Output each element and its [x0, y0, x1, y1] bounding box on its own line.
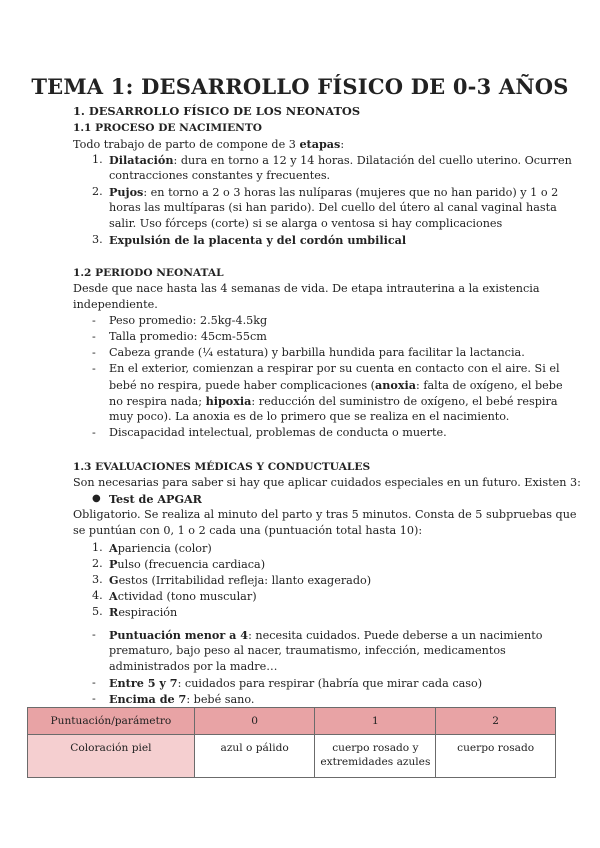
- list-number: 4.: [92, 589, 103, 602]
- list-item-dilatacion: Dilatación: dura en torno a 12 y 14 horas. Dilatación del cuello uterino. Ocurren: [109, 153, 572, 167]
- apgar-item-gestos: Gestos (Irritabilidad refleja: llanto exagerado): [109, 573, 372, 587]
- subsection-heading-evaluaciones: 1.3 EVALUACIONES MÉDICAS Y CONDUCTUALES: [73, 461, 371, 473]
- table-header-cell: Puntuación/parámetro: [28, 708, 195, 735]
- apgar-item-apariencia: Apariencia (color): [109, 541, 212, 555]
- list-number: 3.: [92, 573, 103, 586]
- paragraph-apgar: se puntúan con 0, 1 o 2 cada una (puntuación total hasta 10):: [73, 524, 423, 537]
- subsection-heading-nacimiento: 1.1 PROCESO DE NACIMIENTO: [73, 122, 262, 134]
- list-number: 5.: [92, 605, 103, 618]
- table-cell: azul o pálido: [194, 735, 315, 778]
- list-number: 2.: [92, 557, 103, 570]
- bullet-dot: ●: [92, 493, 101, 504]
- list-item-peso: Peso promedio: 2.5kg-4.5kg: [109, 314, 268, 327]
- bullet-dash: -: [92, 628, 96, 641]
- bullet-dash: -: [92, 426, 96, 439]
- list-item-cabeza: Cabeza grande (¼ estatura) y barbilla hundida para facilitar la lactancia.: [109, 346, 525, 359]
- list-item-discapacidad: Discapacidad intelectual, problemas de conducta o muerte.: [109, 426, 447, 439]
- paragraph-etapas: Todo trabajo de parto de compone de 3 etapas:: [73, 137, 345, 151]
- list-number: 2.: [92, 185, 103, 198]
- table-header-row: [28, 708, 556, 735]
- apgar-item-actividad: Actividad (tono muscular): [109, 589, 257, 603]
- list-item-text: bebé no respira, puede haber complicaciones (anoxia: falta de oxígeno, el bebe: [109, 378, 563, 392]
- section-heading: 1. DESARROLLO FÍSICO DE LOS NEONATOS: [73, 104, 361, 118]
- bullet-dash: -: [92, 330, 96, 343]
- list-item-talla: Talla promedio: 45cm-55cm: [109, 330, 267, 343]
- apgar-item-pulso: Pulso (frecuencia cardiaca): [109, 557, 266, 571]
- paragraph-apgar: Obligatorio. Se realiza al minuto del parto y tras 5 minutos. Consta de 5 subpruebas que: [73, 508, 577, 521]
- list-number: 1.: [92, 153, 103, 166]
- score-text: administrados por la madre…: [109, 660, 278, 673]
- score-text: prematuro, bajo peso al nacer, traumatismo, infección, medicamentos: [109, 644, 506, 657]
- paragraph-neonatal: Desde que nace hasta las 4 semanas de vida. De etapa intrauterina a la existencia: [73, 282, 540, 295]
- test-apgar-title: Test de APGAR: [109, 492, 202, 506]
- table-header-cell: 2: [436, 708, 556, 735]
- apgar-item-respiracion: Respiración: [109, 605, 178, 619]
- page-title: TEMA 1: DESARROLLO FÍSICO DE 0-3 AÑOS: [31, 74, 569, 99]
- list-number: 3.: [92, 233, 103, 246]
- table-header-cell: 0: [194, 708, 315, 735]
- list-item-exterior: En el exterior, comienzan a respirar por su cuenta en contacto con el aire. Si el: [109, 362, 560, 375]
- list-item-text: muy poco). La anoxia es de lo primero que se realiza en el nacimiento.: [109, 410, 510, 423]
- list-item-text: horas las multíparas (si han parido). Del cuello del útero al canal vaginal hasta: [109, 201, 557, 214]
- table-cell: cuerpo rosado y extremidades azules: [315, 735, 436, 778]
- table-cell: cuerpo rosado: [436, 735, 556, 778]
- list-number: 1.: [92, 541, 103, 554]
- subsection-heading-neonatal: 1.2 PERIODO NEONATAL: [73, 267, 224, 279]
- table-row: [28, 735, 556, 778]
- bullet-dash: -: [92, 676, 96, 689]
- score-encima-7: Encima de 7: bebé sano.: [109, 692, 255, 706]
- list-item-text: salir. Uso fórceps (corte) si se alarga o ventosa si hay complicaciones: [109, 217, 503, 230]
- apgar-table: [27, 707, 556, 778]
- list-item-text: no respira nada; hipoxia: reducción del suministro de oxígeno, el bebé respira: [109, 394, 558, 408]
- paragraph-evaluaciones: Son necesarias para saber si hay que aplicar cuidados especiales en un futuro. Existen 3:: [73, 476, 581, 489]
- list-item-expulsion: Expulsión de la placenta y del cordón umbilical: [109, 233, 407, 247]
- table-header-cell: 1: [315, 708, 436, 735]
- score-entre-5-7: Entre 5 y 7: cuidados para respirar (habría que mirar cada caso): [109, 676, 483, 690]
- table-row-label: Coloración piel: [28, 735, 195, 778]
- bullet-dash: -: [92, 692, 96, 705]
- bullet-dash: -: [92, 346, 96, 359]
- bullet-dash: -: [92, 314, 96, 327]
- list-item-pujos: Pujos: en torno a 2 o 3 horas las nulíparas (mujeres que no han parido) y 1 o 2: [109, 185, 559, 199]
- paragraph-neonatal: independiente.: [73, 298, 158, 311]
- list-item-text: contracciones constantes y frecuentes.: [109, 169, 331, 182]
- score-menor-4: Puntuación menor a 4: necesita cuidados. Puede deberse a un nacimiento: [109, 628, 543, 642]
- bullet-dash: -: [92, 362, 96, 375]
